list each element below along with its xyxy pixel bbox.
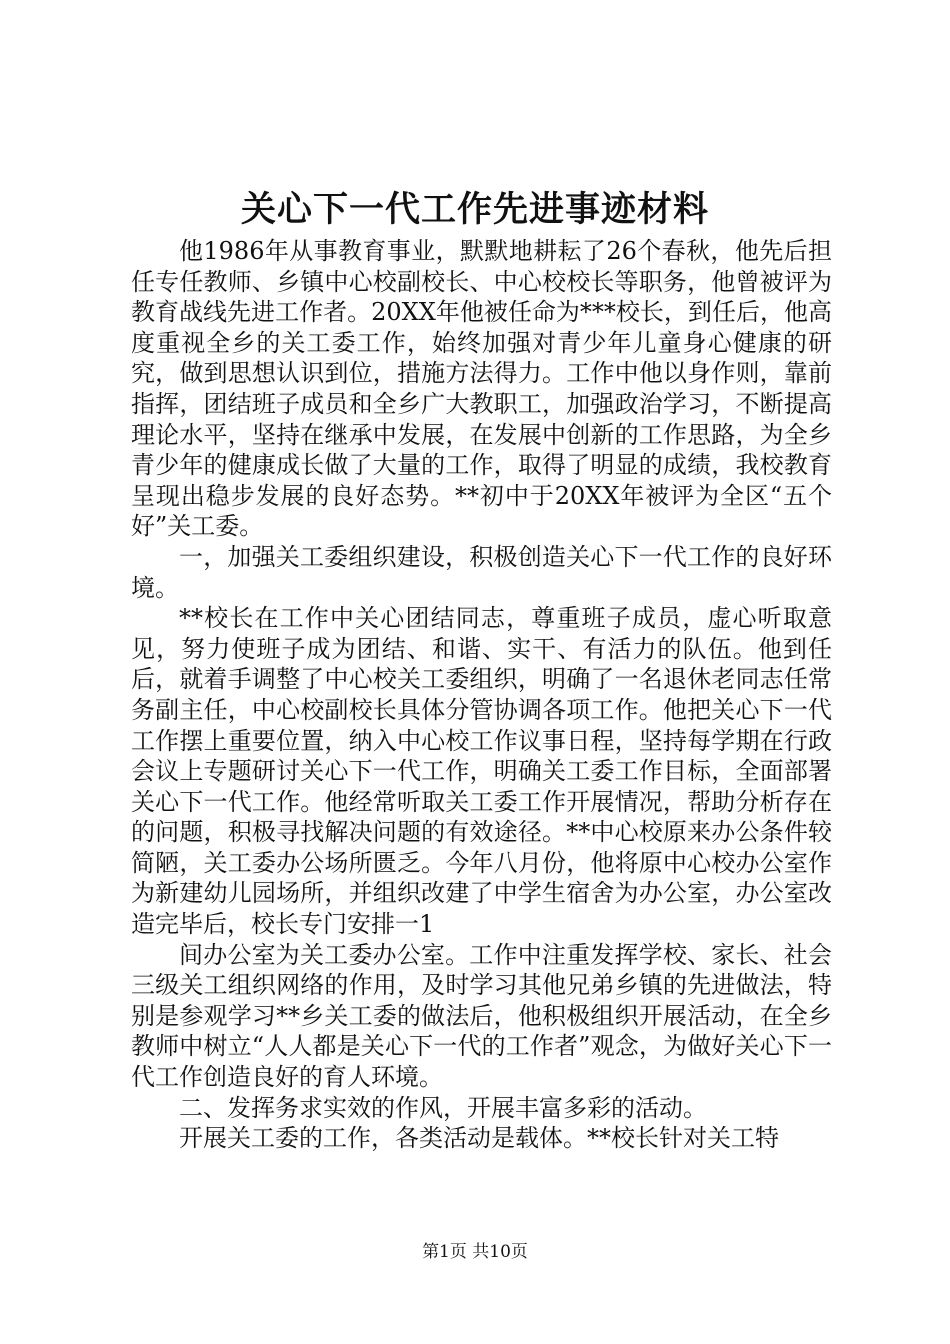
document-body: [131, 236, 832, 1154]
section-heading-2: 二、发挥务求实效的作风，开展丰富多彩的活动。: [179, 1093, 707, 1122]
document-title: 关心下一代工作先进事迹材料: [240, 189, 709, 230]
paragraph-section-1-continued: 间办公室为关工委办公室。工作中注重发挥学校、家长、社会三级关工组织网络的作用，及时学习其他兄弟乡镇的先进做法，特别是参观学习**乡关工委的做法后，他积极组织开展活动，在全乡教师中树立“人人都是关心下一代的工作者”观念，为做好关心下一代工作创造良好的育人环境。: [131, 940, 832, 1092]
paragraph-section-1: **校长在工作中关心团结同志，尊重班子成员，虚心听取意见，努力使班子成为团结、和谐、实干、有活力的队伍。他到任后，就着手调整了中心校关工委组织，明确了一名退休老同志任常务副主任，中心校副校长具体分管协调各项工作。他把关心下一代工作摆上重要位置，纳入中心校工作议事日程，坚持每学期在行政会议上专题研讨关心下一代工作，明确关工委工作目标，全面部署关心下一代工作。他经常听取关工委工作开展情况，帮助分析存在的问题，积极寻找解决问题的有效途径。**中心校原来办公条件较简陋，关工委办公场所匮乏。今年八月份，他将原中心校办公室作为新建幼儿园场所，并组织改建了中学生宿舍为办公室，办公室改造完毕后，校长专门安排一1: [131, 604, 832, 939]
section-heading-1: 一，加强关工委组织建设，积极创造关心下一代工作的良好环境。: [131, 542, 832, 602]
paragraph-section-2: 开展关工委的工作，各类活动是载体。**校长针对关工特: [179, 1124, 779, 1153]
paragraph-intro: 他1986年从事教育事业，默默地耕耘了26个春秋，他先后担任专任教师、乡镇中心校副校长、中心校校长等职务，他曾被评为教育战线先进工作者。20XX年他被任命为***校长，到任后，他高度重视全乡的关工委工作，始终加强对青少年儿童身心健康的研究，做到思想认识到位，措施方法得力。工作中他以身作则，靠前指挥，团结班子成员和全乡广大教职工，加强政治学习，不断提高理论水平，坚持在继承中发展，在发展中创新的工作思路，为全乡青少年的健康成长做了大量的工作，取得了明显的成绩，我校教育呈现出稳步发展的良好态势。**初中于20XX年被评为全区“五个好”关工委。: [131, 237, 832, 541]
page-footer: 第1页 共10页: [422, 1242, 528, 1262]
